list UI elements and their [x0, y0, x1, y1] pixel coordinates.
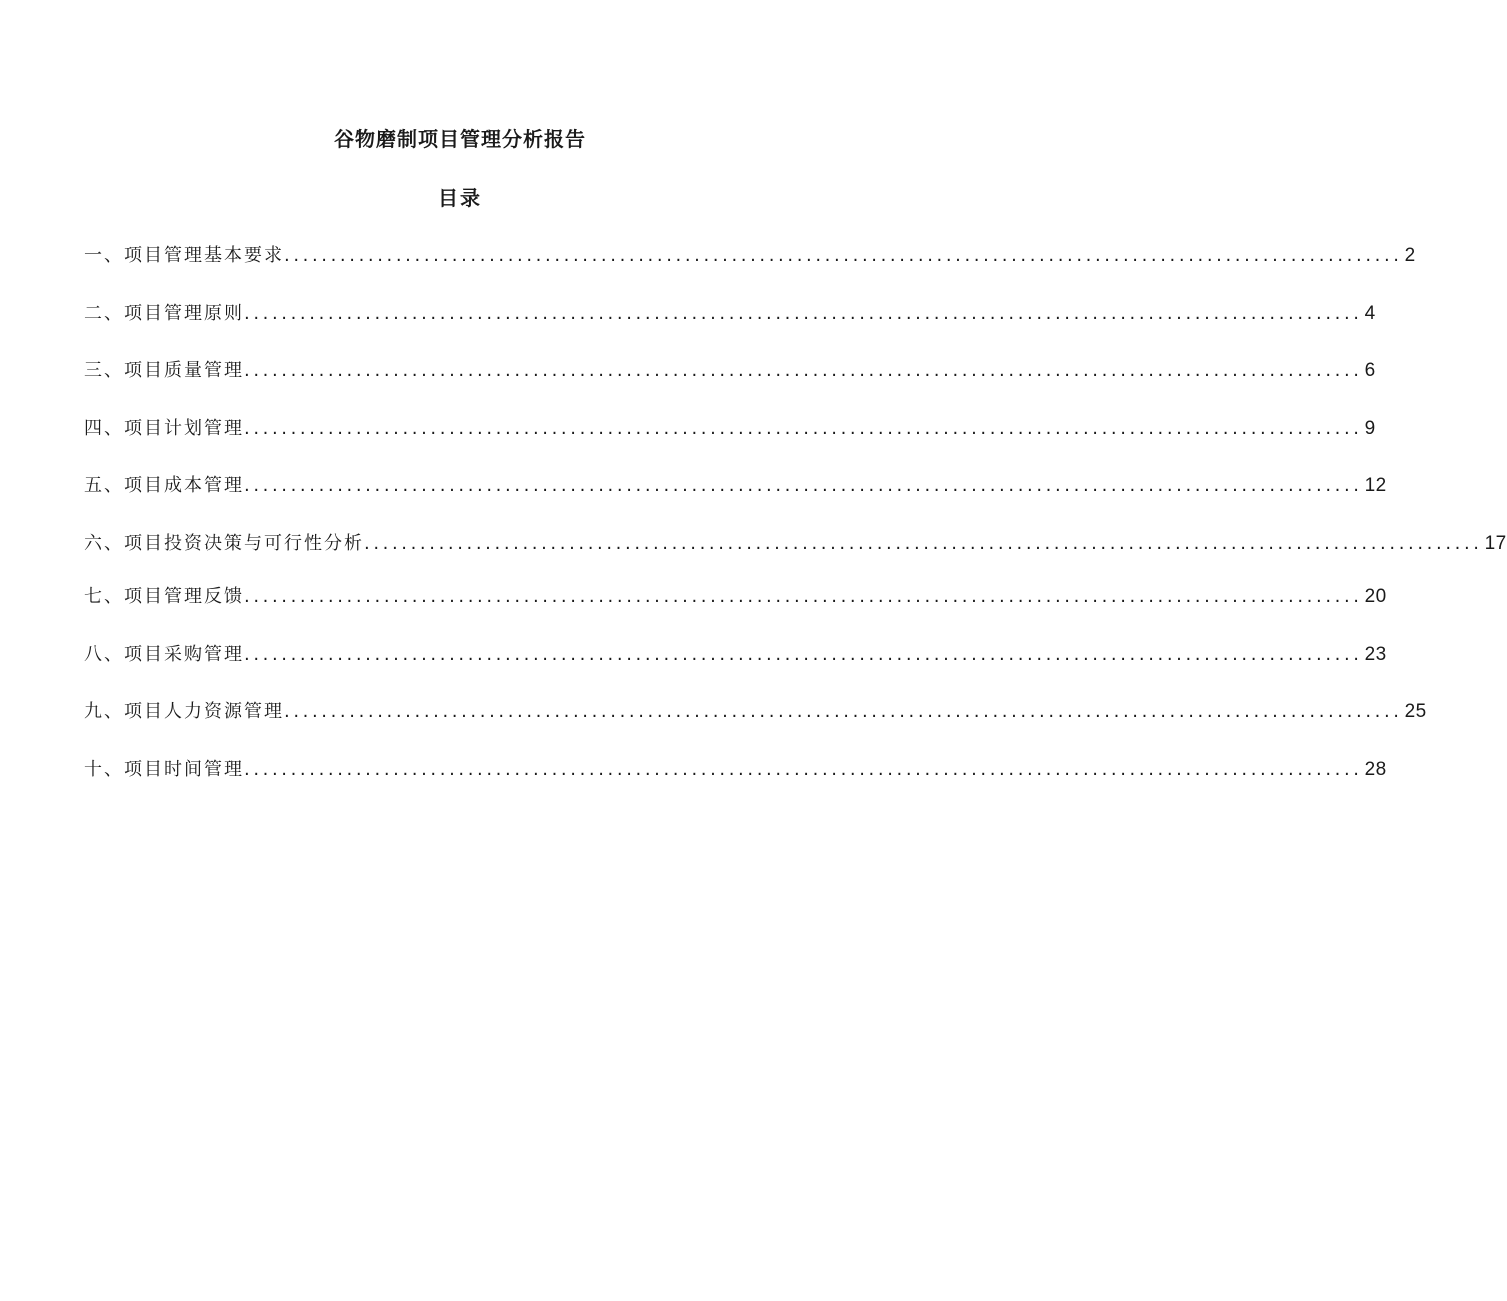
toc-dot-leader: ........................................................................................................................: [284, 245, 1403, 266]
toc-entry-label: 一、项目管理基本要求: [84, 245, 284, 266]
toc-page-number: 28: [1364, 759, 1387, 780]
toc-dot-leader: ........................................................................................................................: [364, 533, 1483, 554]
toc-entry[interactable]: [84, 641, 1387, 669]
toc-entry[interactable]: [84, 300, 1376, 328]
toc-dot-leader: ........................................................................................................................: [284, 701, 1403, 722]
toc-entry[interactable]: [84, 756, 1387, 784]
toc-entry[interactable]: [84, 530, 1507, 558]
toc-page-number: 12: [1364, 475, 1387, 496]
toc-entry[interactable]: [84, 583, 1387, 611]
toc-dot-leader: ........................................................................................................................: [244, 418, 1363, 439]
toc-entry-label: 六、项目投资决策与可行性分析: [84, 533, 364, 554]
toc-entry[interactable]: [84, 242, 1416, 270]
toc-entry[interactable]: [84, 415, 1376, 443]
toc-entry-label: 五、项目成本管理: [84, 475, 244, 496]
toc-entry-label: 十、项目时间管理: [84, 759, 244, 780]
toc-entry-label: 七、项目管理反馈: [84, 586, 244, 607]
toc-entry[interactable]: [84, 357, 1376, 385]
toc-page-number: 4: [1364, 303, 1376, 324]
toc-page-number: 20: [1364, 586, 1387, 607]
toc-dot-leader: ........................................................................................................................: [244, 303, 1363, 324]
toc-page-number: 2: [1404, 245, 1416, 266]
toc-dot-leader: ........................................................................................................................: [244, 360, 1363, 381]
toc-entry[interactable]: [84, 698, 1427, 726]
toc-entry-label: 八、项目采购管理: [84, 644, 244, 665]
toc-entry-label: 四、项目计划管理: [84, 418, 244, 439]
toc-page-number: 17: [1484, 533, 1507, 554]
toc-page-number: 25: [1404, 701, 1427, 722]
toc-entry-label: 二、项目管理原则: [84, 303, 244, 324]
document-title: 谷物磨制项目管理分析报告: [334, 127, 586, 151]
toc-entry-label: 三、项目质量管理: [84, 360, 244, 381]
toc-page-number: 9: [1364, 418, 1376, 439]
toc-dot-leader: ........................................................................................................................: [244, 586, 1363, 607]
toc-page-number: 6: [1364, 360, 1376, 381]
toc-dot-leader: ........................................................................................................................: [244, 475, 1363, 496]
toc-heading: 目录: [438, 186, 482, 210]
toc-entry[interactable]: [84, 472, 1387, 500]
toc-dot-leader: ........................................................................................................................: [244, 759, 1363, 780]
toc-entry-label: 九、项目人力资源管理: [84, 701, 284, 722]
toc-dot-leader: ........................................................................................................................: [244, 644, 1363, 665]
toc-page-number: 23: [1364, 644, 1387, 665]
